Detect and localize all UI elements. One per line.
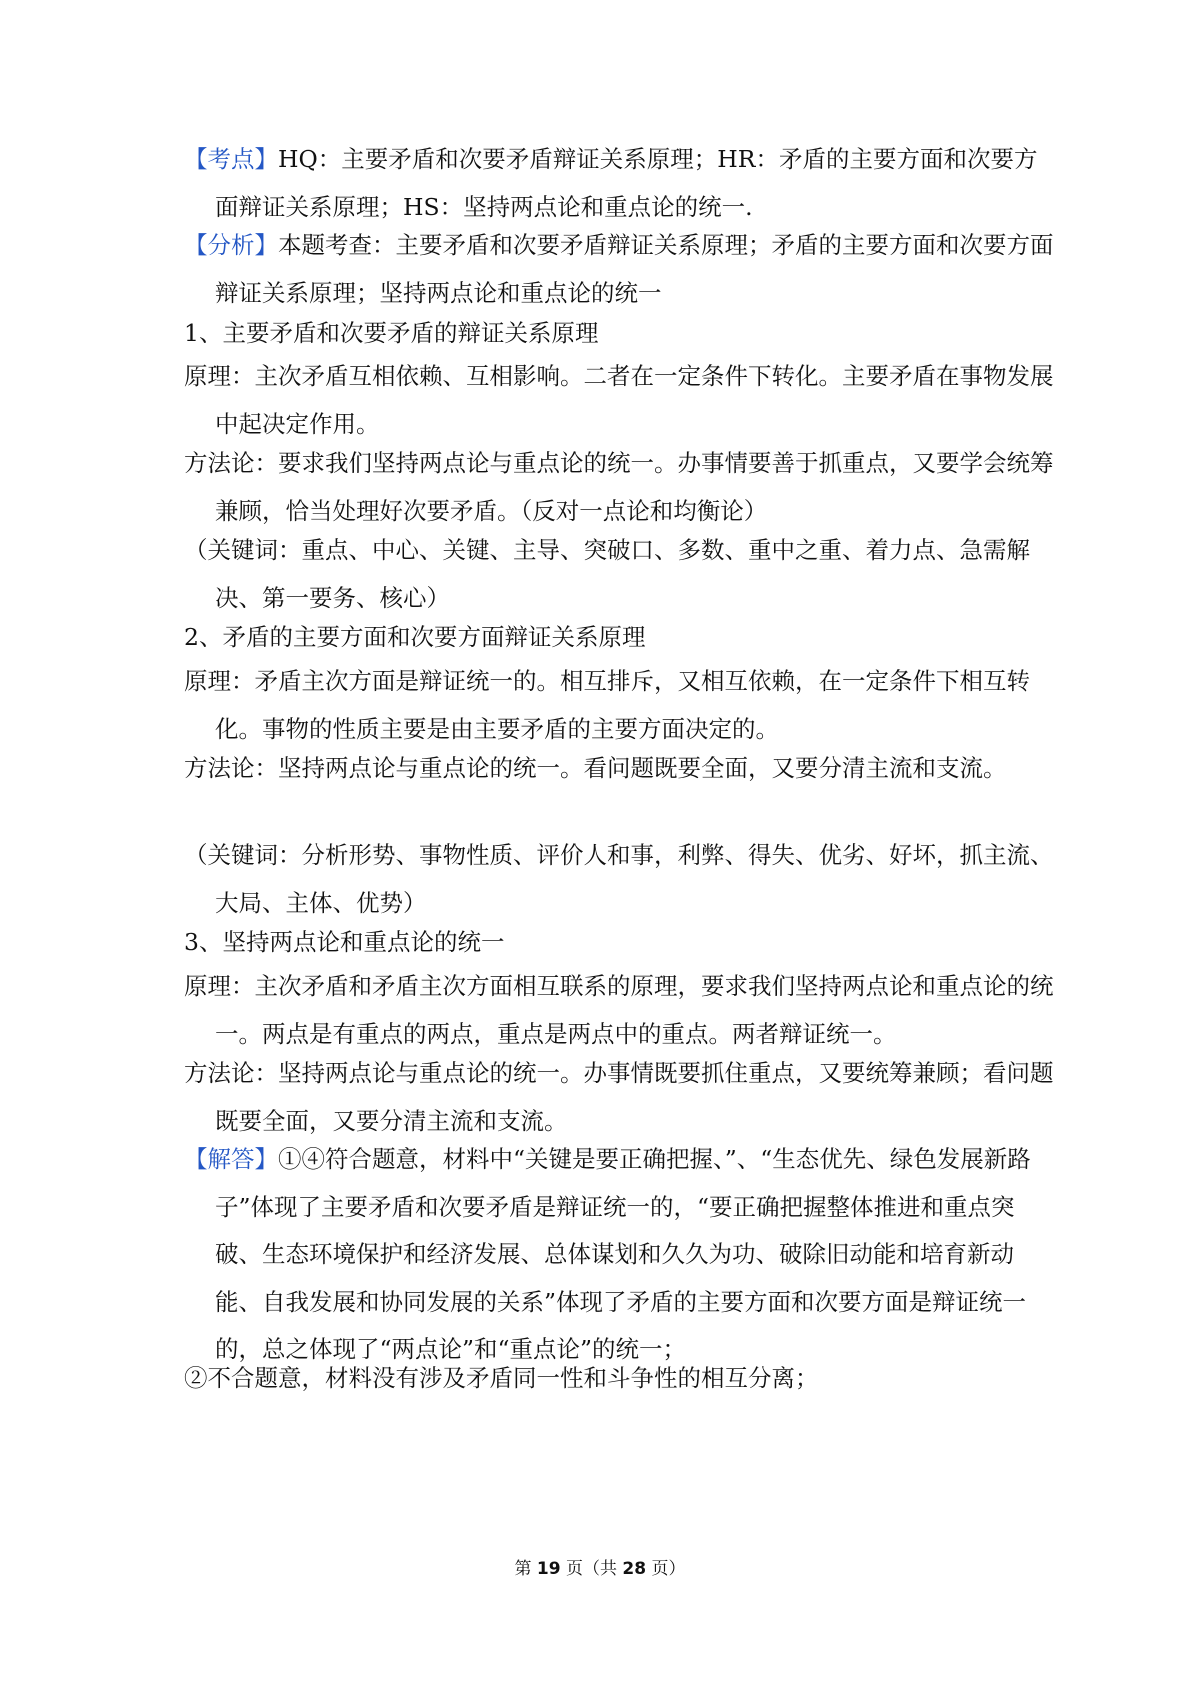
footer-prefix: 第: [514, 1559, 532, 1579]
kaodian-tag: 【考点】: [184, 145, 278, 173]
footer-suffix: 页）: [651, 1559, 686, 1579]
section2-keywords: （关键词：分析形势、事物性质、评价人和事，利弊、得失、优劣、好坏，抓主流、大局、主体、优势）: [184, 841, 1054, 917]
section1-heading: 1、主要矛盾和次要矛盾的辩证关系原理: [184, 319, 599, 347]
footer-page-number: 19: [536, 1559, 561, 1579]
jieda-text: ①④符合题意，材料中“关键是要正确把握、”、“生态优先、绿色发展新路子”体现了主要矛盾和次要矛盾是辩证统一的，“要正确把握整体推进和重点突破、生态环境保护和经济发展、总体谋划和久久为功、破除旧动能和培育新动能、自我发展和协同发展的关系”体现了矛盾的主要方面和次要方面是辩证统一的，总之体现了“两点论”和“重点论”的统一；: [215, 1145, 1031, 1364]
section3-principle: 原理：主次矛盾和矛盾主次方面相互联系的原理，要求我们坚持两点论和重点论的统一。两点是有重点的两点，重点是两点中的重点。两者辩证统一。: [184, 972, 1054, 1048]
page-footer: [0, 1557, 1200, 1581]
section2-principle: 原理：矛盾主次方面是辩证统一的。相互排斥，又相互依赖，在一定条件下相互转化。事物的性质主要是由主要矛盾的主要方面决定的。: [184, 667, 1030, 743]
section2-method: 方法论：坚持两点论与重点论的统一。看问题既要全面，又要分清主流和支流。: [184, 754, 1007, 782]
section1-keywords: （关键词：重点、中心、关键、主导、突破口、多数、重中之重、着力点、急需解决、第一要务、核心）: [184, 536, 1030, 612]
footer-total-pages: 28: [622, 1559, 647, 1579]
kaodian-text: HQ：主要矛盾和次要矛盾辩证关系原理；HR：矛盾的主要方面和次要方面辩证关系原理；HS：坚持两点论和重点论的统一.: [215, 145, 1038, 221]
fenxi-tag: 【分析】: [184, 231, 278, 259]
answer2-paragraph: ②不合题意，材料没有涉及矛盾同一性和斗争性的相互分离；: [184, 1364, 819, 1392]
section1-principle: 原理：主次矛盾互相依赖、互相影响。二者在一定条件下转化。主要矛盾在事物发展中起决定作用。: [184, 362, 1054, 438]
section3-method: 方法论：坚持两点论与重点论的统一。办事情既要抓住重点，又要统筹兼顾；看问题既要全面，又要分清主流和支流。: [184, 1059, 1054, 1135]
kaodian-paragraph: [184, 136, 1055, 231]
footer-middle: 页（共: [566, 1559, 617, 1579]
fenxi-paragraph: [184, 222, 1055, 317]
jieda-paragraph: [184, 1136, 1055, 1374]
jieda-tag: 【解答】: [184, 1145, 278, 1173]
section3-heading: 3、坚持两点论和重点论的统一: [184, 928, 505, 956]
section2-heading: 2、矛盾的主要方面和次要方面辩证关系原理: [184, 623, 646, 651]
section1-method: 方法论：要求我们坚持两点论与重点论的统一。办事情要善于抓重点，又要学会统筹兼顾，恰当处理好次要矛盾。（反对一点论和均衡论）: [184, 449, 1054, 525]
fenxi-text: 本题考查：主要矛盾和次要矛盾辩证关系原理；矛盾的主要方面和次要方面辩证关系原理；坚持两点论和重点论的统一: [215, 231, 1054, 307]
